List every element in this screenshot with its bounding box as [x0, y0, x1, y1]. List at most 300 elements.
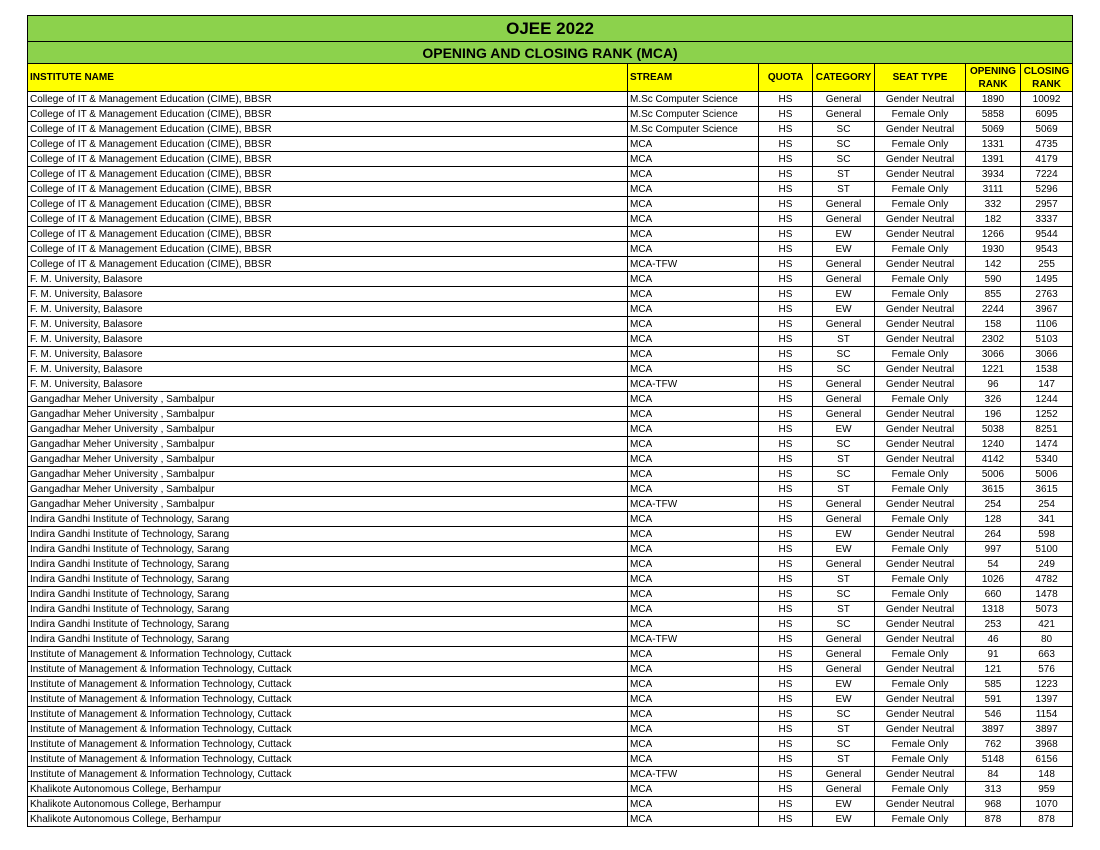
opening-rank-cell: 264	[966, 527, 1021, 542]
table-row	[28, 437, 1073, 452]
closing-rank-cell: 1538	[1021, 362, 1073, 377]
table-row	[28, 722, 1073, 737]
category-cell: EW	[813, 527, 875, 542]
category-cell: ST	[813, 722, 875, 737]
seat-type-cell: Gender Neutral	[875, 317, 966, 332]
table-row	[28, 617, 1073, 632]
opening-rank-cell: 142	[966, 257, 1021, 272]
stream-cell: MCA	[628, 797, 759, 812]
seat-type-cell: Gender Neutral	[875, 632, 966, 647]
stream-cell: MCA	[628, 692, 759, 707]
institute-name-cell: Khalikote Autonomous College, Berhampur	[28, 797, 628, 812]
header-closing-rank: CLOSING RANK	[1021, 64, 1073, 92]
opening-rank-cell: 855	[966, 287, 1021, 302]
institute-name-cell: F. M. University, Balasore	[28, 272, 628, 287]
institute-name-cell: Khalikote Autonomous College, Berhampur	[28, 812, 628, 827]
stream-cell: MCA	[628, 152, 759, 167]
seat-type-cell: Female Only	[875, 587, 966, 602]
seat-type-cell: Female Only	[875, 197, 966, 212]
quota-cell: HS	[759, 512, 813, 527]
category-cell: EW	[813, 287, 875, 302]
category-cell: SC	[813, 617, 875, 632]
seat-type-cell: Female Only	[875, 812, 966, 827]
opening-rank-cell: 3111	[966, 182, 1021, 197]
seat-type-cell: Gender Neutral	[875, 212, 966, 227]
stream-cell: MCA	[628, 332, 759, 347]
category-cell: EW	[813, 422, 875, 437]
closing-rank-cell: 7224	[1021, 167, 1073, 182]
table-row	[28, 212, 1073, 227]
quota-cell: HS	[759, 767, 813, 782]
institute-name-cell: College of IT & Management Education (CIME), BBSR	[28, 92, 628, 107]
seat-type-cell: Gender Neutral	[875, 692, 966, 707]
quota-cell: HS	[759, 737, 813, 752]
seat-type-cell: Female Only	[875, 182, 966, 197]
quota-cell: HS	[759, 272, 813, 287]
institute-name-cell: F. M. University, Balasore	[28, 332, 628, 347]
quota-cell: HS	[759, 617, 813, 632]
stream-cell: MCA	[628, 407, 759, 422]
quota-cell: HS	[759, 797, 813, 812]
closing-rank-cell: 1495	[1021, 272, 1073, 287]
category-cell: ST	[813, 452, 875, 467]
category-cell: EW	[813, 797, 875, 812]
category-cell: General	[813, 512, 875, 527]
institute-name-cell: Indira Gandhi Institute of Technology, Sarang	[28, 512, 628, 527]
seat-type-cell: Gender Neutral	[875, 377, 966, 392]
closing-rank-cell: 2763	[1021, 287, 1073, 302]
closing-rank-cell: 3337	[1021, 212, 1073, 227]
table-row	[28, 482, 1073, 497]
quota-cell: HS	[759, 332, 813, 347]
opening-rank-cell: 158	[966, 317, 1021, 332]
seat-type-cell: Gender Neutral	[875, 707, 966, 722]
table-row	[28, 602, 1073, 617]
category-cell: SC	[813, 152, 875, 167]
stream-cell: MCA-TFW	[628, 257, 759, 272]
institute-name-cell: Gangadhar Meher University , Sambalpur	[28, 422, 628, 437]
quota-cell: HS	[759, 182, 813, 197]
institute-name-cell: F. M. University, Balasore	[28, 317, 628, 332]
closing-rank-cell: 341	[1021, 512, 1073, 527]
category-cell: General	[813, 767, 875, 782]
table-row	[28, 392, 1073, 407]
table-row	[28, 692, 1073, 707]
subtitle-row	[28, 42, 1073, 64]
quota-cell: HS	[759, 542, 813, 557]
institute-name-cell: Indira Gandhi Institute of Technology, Sarang	[28, 527, 628, 542]
seat-type-cell: Female Only	[875, 512, 966, 527]
seat-type-cell: Gender Neutral	[875, 797, 966, 812]
table-row	[28, 92, 1073, 107]
quota-cell: HS	[759, 647, 813, 662]
seat-type-cell: Gender Neutral	[875, 722, 966, 737]
seat-type-cell: Female Only	[875, 752, 966, 767]
institute-name-cell: F. M. University, Balasore	[28, 302, 628, 317]
seat-type-cell: Female Only	[875, 677, 966, 692]
opening-rank-cell: 590	[966, 272, 1021, 287]
opening-rank-cell: 5858	[966, 107, 1021, 122]
stream-cell: MCA	[628, 572, 759, 587]
stream-cell: MCA	[628, 242, 759, 257]
institute-name-cell: College of IT & Management Education (CIME), BBSR	[28, 167, 628, 182]
header-quota: QUOTA	[759, 64, 813, 92]
stream-cell: MCA	[628, 137, 759, 152]
seat-type-cell: Gender Neutral	[875, 767, 966, 782]
stream-cell: MCA-TFW	[628, 767, 759, 782]
closing-rank-cell: 598	[1021, 527, 1073, 542]
opening-rank-cell: 3897	[966, 722, 1021, 737]
quota-cell: HS	[759, 392, 813, 407]
seat-type-cell: Gender Neutral	[875, 557, 966, 572]
seat-type-cell: Female Only	[875, 287, 966, 302]
stream-cell: MCA	[628, 662, 759, 677]
institute-name-cell: F. M. University, Balasore	[28, 377, 628, 392]
closing-rank-cell: 3066	[1021, 347, 1073, 362]
table-row	[28, 137, 1073, 152]
sheet-title: OJEE 2022	[28, 16, 1073, 42]
seat-type-cell: Gender Neutral	[875, 227, 966, 242]
stream-cell: M.Sc Computer Science	[628, 92, 759, 107]
category-cell: General	[813, 272, 875, 287]
quota-cell: HS	[759, 692, 813, 707]
seat-type-cell: Gender Neutral	[875, 167, 966, 182]
institute-name-cell: Indira Gandhi Institute of Technology, Sarang	[28, 587, 628, 602]
stream-cell: MCA-TFW	[628, 377, 759, 392]
category-cell: ST	[813, 182, 875, 197]
category-cell: SC	[813, 362, 875, 377]
stream-cell: MCA	[628, 527, 759, 542]
closing-rank-cell: 1474	[1021, 437, 1073, 452]
table-row	[28, 422, 1073, 437]
table-row	[28, 377, 1073, 392]
opening-rank-cell: 84	[966, 767, 1021, 782]
table-row	[28, 512, 1073, 527]
stream-cell: MCA	[628, 302, 759, 317]
quota-cell: HS	[759, 287, 813, 302]
opening-rank-cell: 3934	[966, 167, 1021, 182]
header-institute-name: INSTITUTE NAME	[28, 64, 628, 92]
stream-cell: MCA	[628, 782, 759, 797]
institute-name-cell: Gangadhar Meher University , Sambalpur	[28, 452, 628, 467]
stream-cell: MCA	[628, 392, 759, 407]
seat-type-cell: Female Only	[875, 467, 966, 482]
closing-rank-cell: 4735	[1021, 137, 1073, 152]
closing-rank-cell: 1223	[1021, 677, 1073, 692]
header-seat-type: SEAT TYPE	[875, 64, 966, 92]
table-row	[28, 812, 1073, 827]
table-row	[28, 167, 1073, 182]
closing-rank-cell: 5296	[1021, 182, 1073, 197]
institute-name-cell: Institute of Management & Information Technology, Cuttack	[28, 692, 628, 707]
closing-rank-cell: 421	[1021, 617, 1073, 632]
seat-type-cell: Gender Neutral	[875, 527, 966, 542]
quota-cell: HS	[759, 557, 813, 572]
quota-cell: HS	[759, 407, 813, 422]
quota-cell: HS	[759, 257, 813, 272]
seat-type-cell: Gender Neutral	[875, 422, 966, 437]
table-row	[28, 257, 1073, 272]
quota-cell: HS	[759, 347, 813, 362]
table-row	[28, 407, 1073, 422]
quota-cell: HS	[759, 317, 813, 332]
category-cell: General	[813, 107, 875, 122]
quota-cell: HS	[759, 452, 813, 467]
category-cell: General	[813, 662, 875, 677]
table-row	[28, 362, 1073, 377]
stream-cell: MCA	[628, 362, 759, 377]
institute-name-cell: Gangadhar Meher University , Sambalpur	[28, 497, 628, 512]
stream-cell: MCA	[628, 602, 759, 617]
category-cell: General	[813, 212, 875, 227]
institute-name-cell: College of IT & Management Education (CIME), BBSR	[28, 152, 628, 167]
category-cell: EW	[813, 542, 875, 557]
closing-rank-cell: 147	[1021, 377, 1073, 392]
institute-name-cell: Gangadhar Meher University , Sambalpur	[28, 482, 628, 497]
table-row	[28, 287, 1073, 302]
opening-rank-cell: 326	[966, 392, 1021, 407]
opening-rank-cell: 968	[966, 797, 1021, 812]
table-row	[28, 647, 1073, 662]
quota-cell: HS	[759, 812, 813, 827]
opening-rank-cell: 1026	[966, 572, 1021, 587]
table-row	[28, 152, 1073, 167]
stream-cell: MCA	[628, 707, 759, 722]
quota-cell: HS	[759, 587, 813, 602]
category-cell: General	[813, 782, 875, 797]
quota-cell: HS	[759, 92, 813, 107]
closing-rank-cell: 4179	[1021, 152, 1073, 167]
quota-cell: HS	[759, 602, 813, 617]
seat-type-cell: Female Only	[875, 242, 966, 257]
category-cell: General	[813, 197, 875, 212]
closing-rank-cell: 1070	[1021, 797, 1073, 812]
seat-type-cell: Gender Neutral	[875, 407, 966, 422]
institute-name-cell: College of IT & Management Education (CIME), BBSR	[28, 212, 628, 227]
institute-name-cell: College of IT & Management Education (CIME), BBSR	[28, 257, 628, 272]
quota-cell: HS	[759, 632, 813, 647]
table-row	[28, 317, 1073, 332]
quota-cell: HS	[759, 677, 813, 692]
quota-cell: HS	[759, 302, 813, 317]
category-cell: SC	[813, 137, 875, 152]
opening-rank-cell: 46	[966, 632, 1021, 647]
category-cell: General	[813, 92, 875, 107]
opening-rank-cell: 91	[966, 647, 1021, 662]
opening-rank-cell: 1890	[966, 92, 1021, 107]
closing-rank-cell: 9544	[1021, 227, 1073, 242]
closing-rank-cell: 249	[1021, 557, 1073, 572]
closing-rank-cell: 5006	[1021, 467, 1073, 482]
seat-type-cell: Gender Neutral	[875, 602, 966, 617]
opening-rank-cell: 5148	[966, 752, 1021, 767]
quota-cell: HS	[759, 467, 813, 482]
institute-name-cell: Indira Gandhi Institute of Technology, Sarang	[28, 557, 628, 572]
opening-rank-cell: 1318	[966, 602, 1021, 617]
stream-cell: MCA	[628, 287, 759, 302]
quota-cell: HS	[759, 662, 813, 677]
institute-name-cell: Institute of Management & Information Technology, Cuttack	[28, 647, 628, 662]
seat-type-cell: Female Only	[875, 272, 966, 287]
category-cell: SC	[813, 587, 875, 602]
closing-rank-cell: 5069	[1021, 122, 1073, 137]
seat-type-cell: Gender Neutral	[875, 332, 966, 347]
stream-cell: MCA	[628, 212, 759, 227]
closing-rank-cell: 148	[1021, 767, 1073, 782]
table-row	[28, 347, 1073, 362]
opening-rank-cell: 585	[966, 677, 1021, 692]
quota-cell: HS	[759, 437, 813, 452]
table-row	[28, 662, 1073, 677]
stream-cell: MCA	[628, 542, 759, 557]
table-row	[28, 182, 1073, 197]
closing-rank-cell: 1244	[1021, 392, 1073, 407]
stream-cell: MCA	[628, 182, 759, 197]
institute-name-cell: Institute of Management & Information Technology, Cuttack	[28, 677, 628, 692]
quota-cell: HS	[759, 152, 813, 167]
category-cell: ST	[813, 602, 875, 617]
quota-cell: HS	[759, 482, 813, 497]
stream-cell: MCA	[628, 737, 759, 752]
opening-rank-cell: 1930	[966, 242, 1021, 257]
header-stream: STREAM	[628, 64, 759, 92]
stream-cell: MCA	[628, 452, 759, 467]
seat-type-cell: Gender Neutral	[875, 92, 966, 107]
opening-rank-cell: 546	[966, 707, 1021, 722]
opening-rank-cell: 3066	[966, 347, 1021, 362]
closing-rank-cell: 3615	[1021, 482, 1073, 497]
stream-cell: MCA	[628, 467, 759, 482]
opening-rank-cell: 660	[966, 587, 1021, 602]
table-row	[28, 107, 1073, 122]
institute-name-cell: Khalikote Autonomous College, Berhampur	[28, 782, 628, 797]
closing-rank-cell: 1397	[1021, 692, 1073, 707]
category-cell: General	[813, 257, 875, 272]
opening-rank-cell: 1266	[966, 227, 1021, 242]
category-cell: ST	[813, 167, 875, 182]
closing-rank-cell: 254	[1021, 497, 1073, 512]
stream-cell: MCA	[628, 167, 759, 182]
seat-type-cell: Female Only	[875, 392, 966, 407]
institute-name-cell: Indira Gandhi Institute of Technology, Sarang	[28, 602, 628, 617]
table-row	[28, 302, 1073, 317]
closing-rank-cell: 5073	[1021, 602, 1073, 617]
institute-name-cell: Institute of Management & Information Technology, Cuttack	[28, 752, 628, 767]
opening-rank-cell: 182	[966, 212, 1021, 227]
quota-cell: HS	[759, 752, 813, 767]
quota-cell: HS	[759, 227, 813, 242]
institute-name-cell: Institute of Management & Information Technology, Cuttack	[28, 662, 628, 677]
stream-cell: MCA	[628, 752, 759, 767]
seat-type-cell: Gender Neutral	[875, 662, 966, 677]
table-row	[28, 572, 1073, 587]
header-category: CATEGORY	[813, 64, 875, 92]
table-row	[28, 707, 1073, 722]
quota-cell: HS	[759, 497, 813, 512]
table-row	[28, 587, 1073, 602]
opening-rank-cell: 878	[966, 812, 1021, 827]
table-row	[28, 542, 1073, 557]
closing-rank-cell: 1106	[1021, 317, 1073, 332]
seat-type-cell: Female Only	[875, 107, 966, 122]
table-row	[28, 527, 1073, 542]
quota-cell: HS	[759, 782, 813, 797]
closing-rank-cell: 576	[1021, 662, 1073, 677]
closing-rank-cell: 5100	[1021, 542, 1073, 557]
stream-cell: M.Sc Computer Science	[628, 107, 759, 122]
institute-name-cell: Institute of Management & Information Technology, Cuttack	[28, 767, 628, 782]
closing-rank-cell: 8251	[1021, 422, 1073, 437]
category-cell: General	[813, 317, 875, 332]
category-cell: General	[813, 497, 875, 512]
stream-cell: MCA	[628, 647, 759, 662]
table-row	[28, 332, 1073, 347]
stream-cell: MCA	[628, 722, 759, 737]
category-cell: EW	[813, 227, 875, 242]
institute-name-cell: College of IT & Management Education (CIME), BBSR	[28, 137, 628, 152]
institute-name-cell: College of IT & Management Education (CIME), BBSR	[28, 242, 628, 257]
opening-rank-cell: 5006	[966, 467, 1021, 482]
seat-type-cell: Female Only	[875, 482, 966, 497]
opening-rank-cell: 54	[966, 557, 1021, 572]
stream-cell: MCA	[628, 422, 759, 437]
institute-name-cell: F. M. University, Balasore	[28, 347, 628, 362]
institute-name-cell: Gangadhar Meher University , Sambalpur	[28, 437, 628, 452]
opening-rank-cell: 1391	[966, 152, 1021, 167]
category-cell: SC	[813, 707, 875, 722]
table-row	[28, 782, 1073, 797]
closing-rank-cell: 2957	[1021, 197, 1073, 212]
quota-cell: HS	[759, 422, 813, 437]
stream-cell: MCA	[628, 587, 759, 602]
stream-cell: MCA-TFW	[628, 632, 759, 647]
table-row	[28, 737, 1073, 752]
table-row	[28, 122, 1073, 137]
closing-rank-cell: 6095	[1021, 107, 1073, 122]
stream-cell: MCA	[628, 347, 759, 362]
quota-cell: HS	[759, 197, 813, 212]
opening-rank-cell: 997	[966, 542, 1021, 557]
quota-cell: HS	[759, 167, 813, 182]
quota-cell: HS	[759, 137, 813, 152]
category-cell: SC	[813, 437, 875, 452]
closing-rank-cell: 4782	[1021, 572, 1073, 587]
stream-cell: MCA	[628, 482, 759, 497]
category-cell: ST	[813, 332, 875, 347]
stream-cell: MCA	[628, 317, 759, 332]
opening-rank-cell: 1240	[966, 437, 1021, 452]
category-cell: SC	[813, 347, 875, 362]
institute-name-cell: Indira Gandhi Institute of Technology, Sarang	[28, 617, 628, 632]
table-row	[28, 797, 1073, 812]
table-row	[28, 677, 1073, 692]
rank-table	[27, 15, 1073, 827]
opening-rank-cell: 3615	[966, 482, 1021, 497]
table-row	[28, 452, 1073, 467]
institute-name-cell: College of IT & Management Education (CIME), BBSR	[28, 122, 628, 137]
closing-rank-cell: 3897	[1021, 722, 1073, 737]
stream-cell: M.Sc Computer Science	[628, 122, 759, 137]
table-row	[28, 242, 1073, 257]
category-cell: EW	[813, 677, 875, 692]
quota-cell: HS	[759, 242, 813, 257]
category-cell: SC	[813, 122, 875, 137]
stream-cell: MCA	[628, 512, 759, 527]
opening-rank-cell: 196	[966, 407, 1021, 422]
stream-cell: MCA	[628, 557, 759, 572]
stream-cell: MCA	[628, 272, 759, 287]
title-row	[28, 16, 1073, 42]
